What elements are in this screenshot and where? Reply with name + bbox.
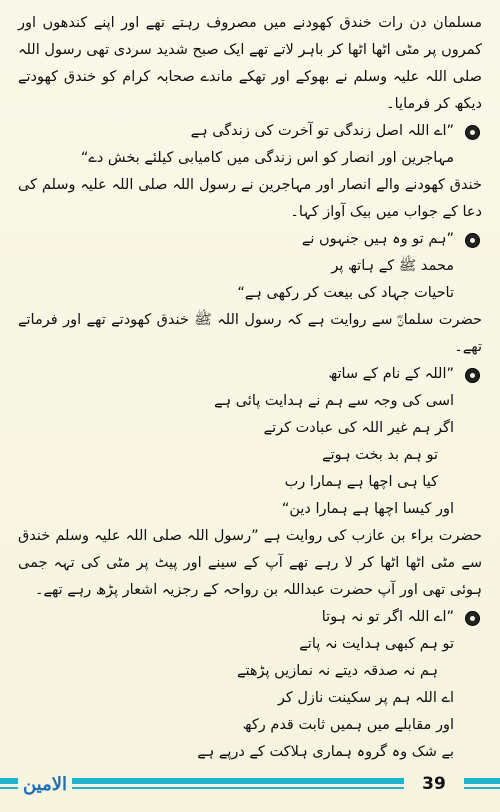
quote-text: ”ہم تو وہ ہیں جنہوں نے xyxy=(301,231,454,247)
bullet-icon xyxy=(465,368,480,383)
bullet-icon xyxy=(465,233,480,248)
paragraph-bara: حضرت براء بن عازب کی روایت ہے ”رسول اللہ صلی اللہ علیہ وسلم خندق سے مٹی اٹھا اٹھا کر لا رہے تھے آپ کے سینے اور پیٹ پر مٹی کی تہہ جمی ہوئی تھی اور آپ حضرت عبداللہ بن رواحہ کے رجزیہ اشعار پڑھ رہے تھے۔ xyxy=(18,528,482,598)
quote-1-line-1 xyxy=(18,118,482,145)
paragraph-response: خندق کھودنے والے انصار اور مہاجرین نے رسول اللہ صلی اللہ علیہ وسلم کی دعا کے جواب میں بیک آواز کہا۔ xyxy=(18,177,482,220)
quote-text: ”اللہ کے نام کے ساتھ xyxy=(328,366,454,382)
quote-3-line-1 xyxy=(18,361,482,388)
quote-3-line-5: کیا ہی اچھا ہے ہمارا رب xyxy=(284,474,438,490)
page-number: 39 xyxy=(404,770,464,798)
quote-text: ”اے اللہ اگر تو نہ ہوتا xyxy=(321,609,454,625)
quote-2-line-3: تاحیات جہاد کی بیعت کر رکھی ہے“ xyxy=(237,285,454,301)
quote-4-line-6: بے شک وہ گروہ ہماری ہلاکت کے درپے ہے xyxy=(197,744,454,760)
quote-4-line-5: اور مقابلے میں ہمیں ثابت قدم رکھ xyxy=(242,717,454,733)
quote-2-line-2: محمد ﷺ کے ہاتھ پر xyxy=(331,258,454,274)
quote-3-line-3: اگر ہم غیر اللہ کی عبادت کرتے xyxy=(263,420,454,436)
bullet-icon xyxy=(465,611,480,626)
page-footer xyxy=(0,768,500,812)
paragraph-intro: مسلمان دن رات خندق کھودنے میں مصروف رہتے تھے اور اپنے کندھوں اور کمروں پر مٹی اٹھا اٹھا کر باہر لاتے تھے ایک صبح شدید سردی تھی رسول اللہ صلی اللہ علیہ وسلم نے بھوکے اور تھکے ماندے صحابہ کرام کو خندق کھودتے دیکھ کر فرمایا۔ xyxy=(18,15,482,112)
quote-4-line-4: اے اللہ ہم پر سکینت نازل کر xyxy=(277,690,454,706)
quote-3-line-2: اسی کی وجہ سے ہم نے ہدایت پائی ہے xyxy=(214,393,454,409)
quote-1-line-2: مہاجرین اور انصار کو اس زندگی میں کامیابی کیلئے بخش دے“ xyxy=(80,150,454,166)
quote-4-line-1 xyxy=(18,604,482,631)
quote-3-line-6: اور کیسا اچھا ہے ہمارا دین“ xyxy=(281,501,454,517)
quote-4-line-2: تو ہم کبھی ہدایت نہ پاتے xyxy=(299,636,454,652)
bullet-icon xyxy=(465,125,480,140)
quote-2-line-1 xyxy=(18,226,482,253)
urdu-text-body xyxy=(18,10,482,766)
quote-text: ”اے اللہ اصل زندگی تو آخرت کی زندگی ہے xyxy=(190,123,454,139)
quote-3-line-4: تو ہم بد بخت ہوتے xyxy=(322,447,438,463)
quote-4-line-3: ہم نہ صدقہ دیتے نہ نمازیں پڑھتے xyxy=(236,663,438,679)
paragraph-salman: حضرت سلمانؓ سے روایت ہے کہ رسول اللہ ﷺ خندق کھودتے تھے اور فرماتے تھے۔ xyxy=(18,312,482,355)
magazine-logo: الامین xyxy=(18,768,72,802)
